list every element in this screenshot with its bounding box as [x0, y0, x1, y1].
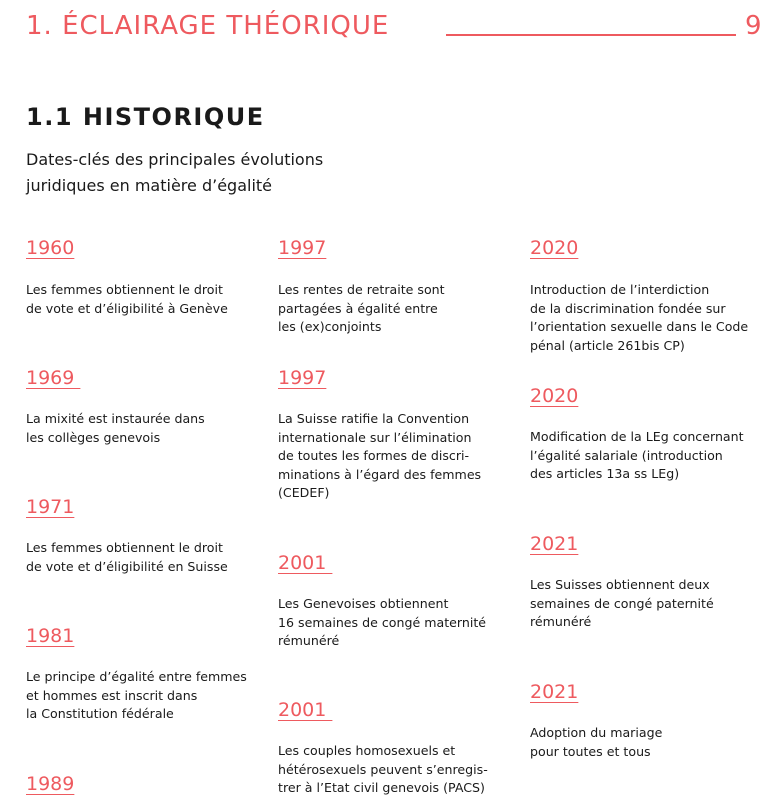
- timeline-description: Les Suisses obtiennent deux semaines de congé paternité rémunéré: [530, 577, 714, 629]
- timeline-description: Les femmes obtiennent le droit de vote et d’éligibilité à Genève: [26, 282, 228, 316]
- timeline-description: Le principe d’égalité entre femmes et hommes est inscrit dans la Constitution fédérale: [26, 669, 247, 721]
- timeline-year: 1989: [26, 773, 75, 795]
- timeline-description: Adoption du mariage pour toutes et tous: [530, 725, 663, 759]
- page-number: 9: [745, 11, 762, 41]
- timeline-year: 2001: [278, 699, 333, 721]
- timeline-description: Les couples homosexuels et hétérosexuels peuvent s’enregis- trer à l’Etat civil genevois (PACS): [278, 743, 488, 795]
- timeline-description: Les rentes de retraite sont partagées à égalité entre les (ex)conjoints: [278, 282, 445, 334]
- timeline-year: 1981: [26, 625, 75, 647]
- timeline-year: 2021: [530, 533, 579, 555]
- timeline-description: La Suisse ratifie la Convention internationale sur l’élimination de toutes les formes de discri- minations à l’égard des femmes (CEDEF): [278, 411, 482, 500]
- section-title: 1.1 HISTORIQUE: [26, 103, 265, 131]
- timeline-year: 1997: [278, 367, 327, 389]
- timeline-description: La mixité est instaurée dans les collèges genevois: [26, 411, 205, 445]
- timeline-year: 2021: [530, 681, 579, 703]
- timeline-year: 2020: [530, 237, 579, 259]
- timeline-year: 1960: [26, 237, 75, 259]
- section-subtitle: [26, 147, 446, 199]
- chapter-title: 1. ÉCLAIRAGE THÉORIQUE: [26, 11, 390, 41]
- timeline-description: Les Genevoises obtiennent 16 semaines de congé maternité rémunéré: [278, 596, 487, 648]
- timeline-year: 2020: [530, 385, 579, 407]
- timeline-year: 1969: [26, 367, 81, 389]
- subtitle-line-2: juridiques en matière d’égalité: [26, 176, 273, 195]
- timeline-description: Les femmes obtiennent le droit de vote et d’éligibilité en Suisse: [26, 540, 228, 574]
- header-divider: [446, 34, 736, 36]
- timeline-year: 1971: [26, 496, 75, 518]
- subtitle-line-1: Dates-clés des principales évolutions: [26, 150, 324, 169]
- timeline-description: Introduction de l’interdiction de la discrimination fondée sur l’orientation sexuelle dans le Code pénal (article 261bis CP): [530, 282, 749, 353]
- timeline-description: Modification de la LEg concernant l’égalité salariale (introduction des articles 13a ss LEg): [530, 429, 744, 481]
- timeline-year: 1997: [278, 237, 327, 259]
- timeline-year: 2001: [278, 552, 333, 574]
